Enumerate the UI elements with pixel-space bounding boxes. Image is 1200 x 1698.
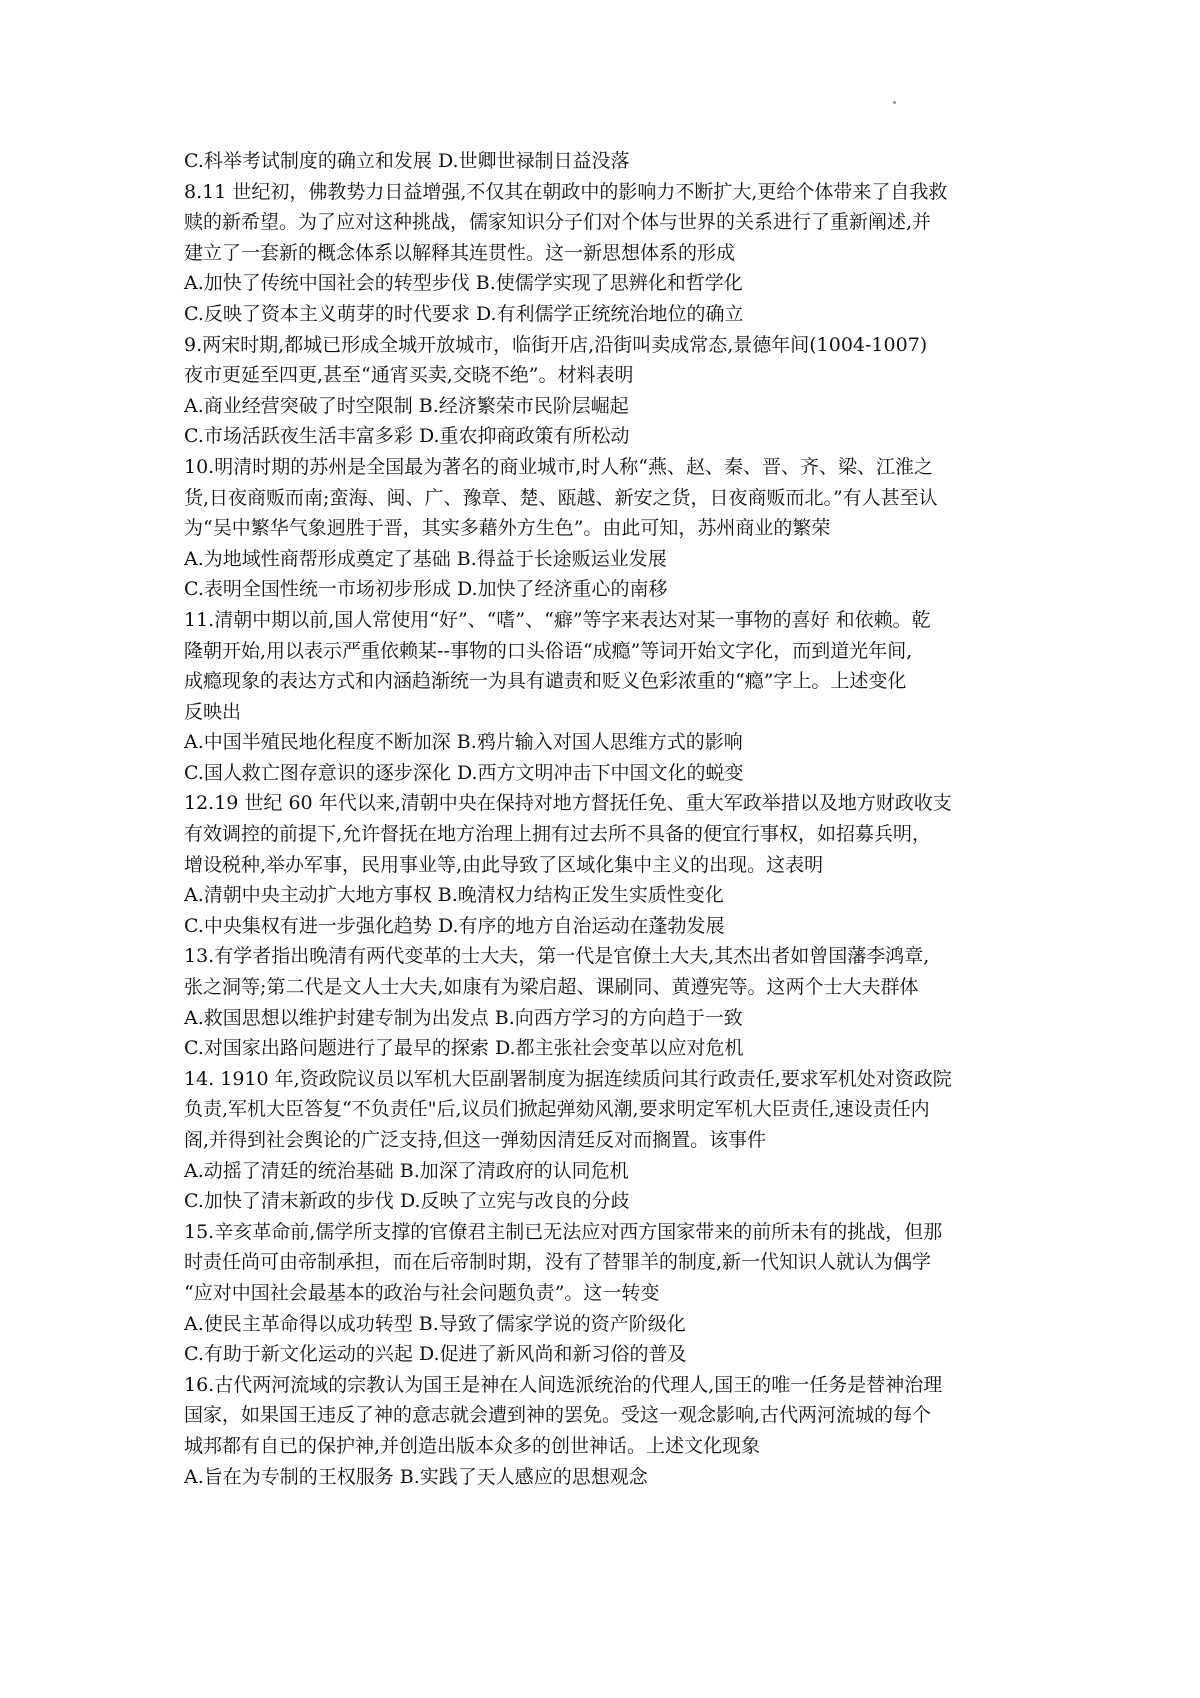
text-line: A.清朝中央主动扩大地方事权 B.晚清权力结构正发生实质性变化	[184, 884, 724, 907]
text-line: 12.19 世纪 60 年代以来,清朝中央在保持对地方督抚任免、重大军政举措以及地方财政收支	[184, 792, 952, 815]
text-line: C.对国家出路问题进行了最早的探索 D.都主张社会变革以应对危机	[184, 1037, 744, 1060]
text-line: 货,日夜商贩而南;蛮海、闽、广、豫章、楚、瓯越、新安之货，日夜商贩而北。”有人甚至认	[184, 486, 938, 509]
text-line: 为“吴中繁华气象迥胜于晋，其实多藉外方生色”。由此可知，苏州商业的繁荣	[184, 517, 831, 540]
text-line: A.为地域性商帮形成奠定了基础 B.得益于长途贩运业发展	[184, 547, 667, 570]
text-line: 夜市更延至四更,甚至“通宵买卖,交晓不绝”。材料表明	[184, 364, 634, 387]
text-line: C.科举考试制度的确立和发展 D.世卿世禄制日益没落	[184, 150, 630, 172]
text-line: 11.清朝中期以前,国人常使用“好”、“嗜”、“癖”等字来表达对某一事物的喜好 和依赖。乾	[184, 608, 931, 631]
text-line: A.旨在为专制的王权服务 B.实践了天人感应的思想观念	[184, 1465, 648, 1488]
text-line: A.加快了传统中国社会的转型步伐 B.使儒学实现了思辨化和哲学化	[184, 272, 743, 295]
text-line: 国家，如果国王违反了神的意志就会遭到神的罢免。受这一观念影响,古代两河流城的每个	[184, 1404, 932, 1427]
text-line: 9.两宋时期,都城已形成全城开放城市，临街开店,沿街叫卖成常态,景德年间(1004-1007)	[184, 333, 928, 356]
text-line: 8.11 世纪初，佛教势力日益增强,不仅其在朝政中的影响力不断扩大,更给个体带来了自我救	[184, 180, 948, 203]
text-line: 张之洞等;第二代是文人士大夫,如康有为梁启超、课刷同、黄遵宪等。这两个士大夫群体	[184, 976, 919, 999]
text-line: 有效调控的前提下,允许督抚在地方治理上拥有过去所不具备的便宜行事权，如招募兵明，	[184, 823, 932, 846]
text-line: 14. 1910 年,资政院议员以军机大臣副署制度为据连续质问其行政责任,要求军机处对资政院	[184, 1067, 952, 1090]
scan-dot-mark	[893, 101, 896, 104]
text-line: A.救国思想以维护封建专制为出发点 B.向西方学习的方向趋于一致	[184, 1006, 743, 1029]
text-line: 建立了一套新的概念体系以解释其连贯性。这一新思想体系的形成	[184, 241, 736, 264]
text-line: C.加快了清末新政的步伐 D.反映了立宪与改良的分歧	[184, 1190, 630, 1213]
text-line: 成瘾现象的表达方式和内涵趋渐统一为具有谴责和贬义色彩浓重的“瘾”字上。上述变化	[184, 670, 907, 693]
text-line: 阁,并得到社会舆论的广泛支持,但这一弹劾因清廷反对而搁置。该事件	[184, 1129, 767, 1151]
text-line: C.表明全国性统一市场初步形成 D.加快了经济重心的南移	[184, 578, 668, 601]
text-line: 城邦都有自已的保护神,并创造出版本众多的创世神话。上述文化现象	[184, 1434, 761, 1457]
text-line: 时责任尚可由帝制承担，而在后帝制时期，没有了替罪羊的制度,新一代知识人就认为偶学	[184, 1251, 932, 1274]
text-line: “应对中国社会最基本的政治与社会问题负责”。这一转变	[184, 1281, 660, 1304]
text-line: C.国人救亡图存意识的逐步深化 D.西方文明冲击下中国文化的蜕变	[184, 761, 744, 784]
text-line: C.反映了资本主义萌芽的时代要求 D.有利儒学正统统治地位的确立	[184, 302, 744, 325]
text-line: C.市场活跃夜生活丰富多彩 D.重农抑商政策有所松动	[184, 425, 630, 448]
text-line: C.有助于新文化运动的兴起 D.促进了新风尚和新习俗的普及	[184, 1343, 687, 1366]
text-line: 反映出	[184, 700, 242, 723]
text-line: A.中国半殖民地化程度不断加深 B.鸦片输入对国人思维方式的影响	[184, 731, 743, 754]
text-line: 16.古代两河流域的宗教认为国王是神在人间选派统治的代理人,国王的唯一任务是替神治理	[184, 1373, 943, 1396]
text-line: C.中央集权有进一步强化趋势 D.有序的地方自治运动在蓬勃发展	[184, 914, 725, 937]
document-text	[184, 146, 1044, 1492]
text-line: 赎的新希望。为了应对这种挑战，儒家知识分子们对个体与世界的关系进行了重新阐述,并	[184, 211, 932, 234]
text-line: 10.明清时期的苏州是全国最为著名的商业城市,时人称“燕、赵、秦、晋、齐、梁、江淮之	[184, 455, 933, 478]
text-line: 15.辛亥革命前,儒学所支撑的官僚君主制已无法应对西方国家带来的前所未有的挑战，但那	[184, 1220, 943, 1243]
text-line: A.使民主革命得以成功转型 B.导致了儒家学说的资产阶级化	[184, 1312, 686, 1335]
text-line: 13.有学者指出晚清有两代变革的士大夫，第一代是官僚土大夫,其杰出者如曾国藩李鸿章,	[184, 945, 930, 968]
text-line: 增设税种,举办军事，民用事业等,由此导致了区域化集中主义的出现。这表明	[184, 853, 824, 876]
text-line: 隆朝开始,用以表示严重依赖某--事物的口头俗语“成瘾”等词开始文字化，而到道光年间,	[184, 639, 913, 662]
text-line: 负责,军机大臣答复“不负责任"后,议员们掀起弹劾风潮,要求明定军机大臣责任,速设责任内	[184, 1098, 930, 1121]
text-line: A.动摇了清廷的统治基础 B.加深了清政府的认同危机	[184, 1159, 629, 1182]
text-line: A.商业经营突破了时空限制 B.经济繁荣市民阶层崛起	[184, 394, 629, 417]
